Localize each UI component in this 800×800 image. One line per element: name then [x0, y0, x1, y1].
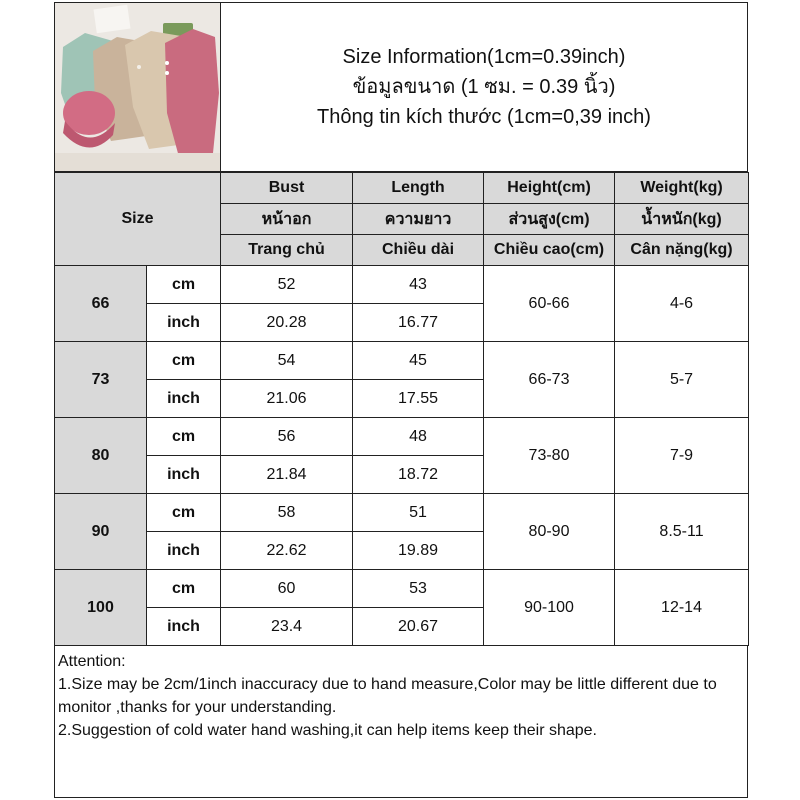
- chart-header: [54, 2, 748, 172]
- bust-cm-100: 60: [221, 570, 353, 608]
- size-66-label: 66: [55, 266, 147, 342]
- length-cm-66: 43: [353, 266, 484, 304]
- size-73-label: 73: [55, 342, 147, 418]
- column-header-length-en: Length: [353, 173, 484, 204]
- bust-inch-90: 22.62: [221, 532, 353, 570]
- bust-cm-73: 54: [221, 342, 353, 380]
- column-header-length-vi: Chiều dài: [353, 235, 484, 266]
- height-73: 66-73: [484, 342, 615, 418]
- length-inch-80: 18.72: [353, 456, 484, 494]
- size-90-label: 90: [55, 494, 147, 570]
- unit-inch: inch: [147, 304, 221, 342]
- length-inch-100: 20.67: [353, 608, 484, 646]
- title-block: [221, 3, 747, 171]
- unit-cm: cm: [147, 570, 221, 608]
- baby-romper-illustration: [55, 3, 221, 171]
- column-header-bust-th: หน้าอก: [221, 204, 353, 235]
- note-line-1: 1.Size may be 2cm/1inch inaccuracy due to hand measure,Color may be little different due to monitor ,thanks for your understanding.: [58, 676, 717, 716]
- length-cm-100: 53: [353, 570, 484, 608]
- title-vietnamese: Thông tin kích thước (1cm=0,39 inch): [317, 106, 651, 128]
- column-header-weight-th: น้ำหนัก(kg): [615, 204, 749, 235]
- column-header-weight-en: Weight(kg): [615, 173, 749, 204]
- unit-inch: inch: [147, 456, 221, 494]
- unit-cm: cm: [147, 342, 221, 380]
- column-header-height-vi: Chiều cao(cm): [484, 235, 615, 266]
- length-cm-80: 48: [353, 418, 484, 456]
- bust-inch-66: 20.28: [221, 304, 353, 342]
- bust-inch-73: 21.06: [221, 380, 353, 418]
- size-100-label: 100: [55, 570, 147, 646]
- bust-cm-80: 56: [221, 418, 353, 456]
- weight-90: 8.5-11: [615, 494, 749, 570]
- title-thai: ข้อมูลขนาด (1 ซม. = 0.39 นิ้ว): [352, 76, 616, 98]
- bust-cm-90: 58: [221, 494, 353, 532]
- bust-inch-80: 21.84: [221, 456, 353, 494]
- column-header-bust-vi: Trang chủ: [221, 235, 353, 266]
- unit-inch: inch: [147, 532, 221, 570]
- weight-73: 5-7: [615, 342, 749, 418]
- column-header-weight-vi: Cân nặng(kg): [615, 235, 749, 266]
- length-inch-66: 16.77: [353, 304, 484, 342]
- length-inch-73: 17.55: [353, 380, 484, 418]
- weight-80: 7-9: [615, 418, 749, 494]
- height-100: 90-100: [484, 570, 615, 646]
- size-table: [54, 172, 749, 646]
- unit-cm: cm: [147, 266, 221, 304]
- notes-heading: Attention:: [58, 653, 126, 670]
- unit-inch: inch: [147, 608, 221, 646]
- product-photo: [55, 3, 221, 171]
- column-header-bust-en: Bust: [221, 173, 353, 204]
- column-header-height-th: ส่วนสูง(cm): [484, 204, 615, 235]
- bust-inch-100: 23.4: [221, 608, 353, 646]
- height-90: 80-90: [484, 494, 615, 570]
- length-inch-90: 19.89: [353, 532, 484, 570]
- unit-cm: cm: [147, 494, 221, 532]
- bust-cm-66: 52: [221, 266, 353, 304]
- title-english: Size Information(1cm=0.39inch): [342, 46, 626, 68]
- attention-notes: [54, 645, 748, 798]
- size-chart: [54, 2, 748, 798]
- weight-100: 12-14: [615, 570, 749, 646]
- size-header: Size: [55, 173, 221, 266]
- column-header-height-en: Height(cm): [484, 173, 615, 204]
- size-80-label: 80: [55, 418, 147, 494]
- length-cm-73: 45: [353, 342, 484, 380]
- note-line-2: 2.Suggestion of cold water hand washing,it can help items keep their shape.: [58, 722, 597, 739]
- weight-66: 4-6: [615, 266, 749, 342]
- unit-cm: cm: [147, 418, 221, 456]
- height-80: 73-80: [484, 418, 615, 494]
- height-66: 60-66: [484, 266, 615, 342]
- length-cm-90: 51: [353, 494, 484, 532]
- column-header-length-th: ความยาว: [353, 204, 484, 235]
- unit-inch: inch: [147, 380, 221, 418]
